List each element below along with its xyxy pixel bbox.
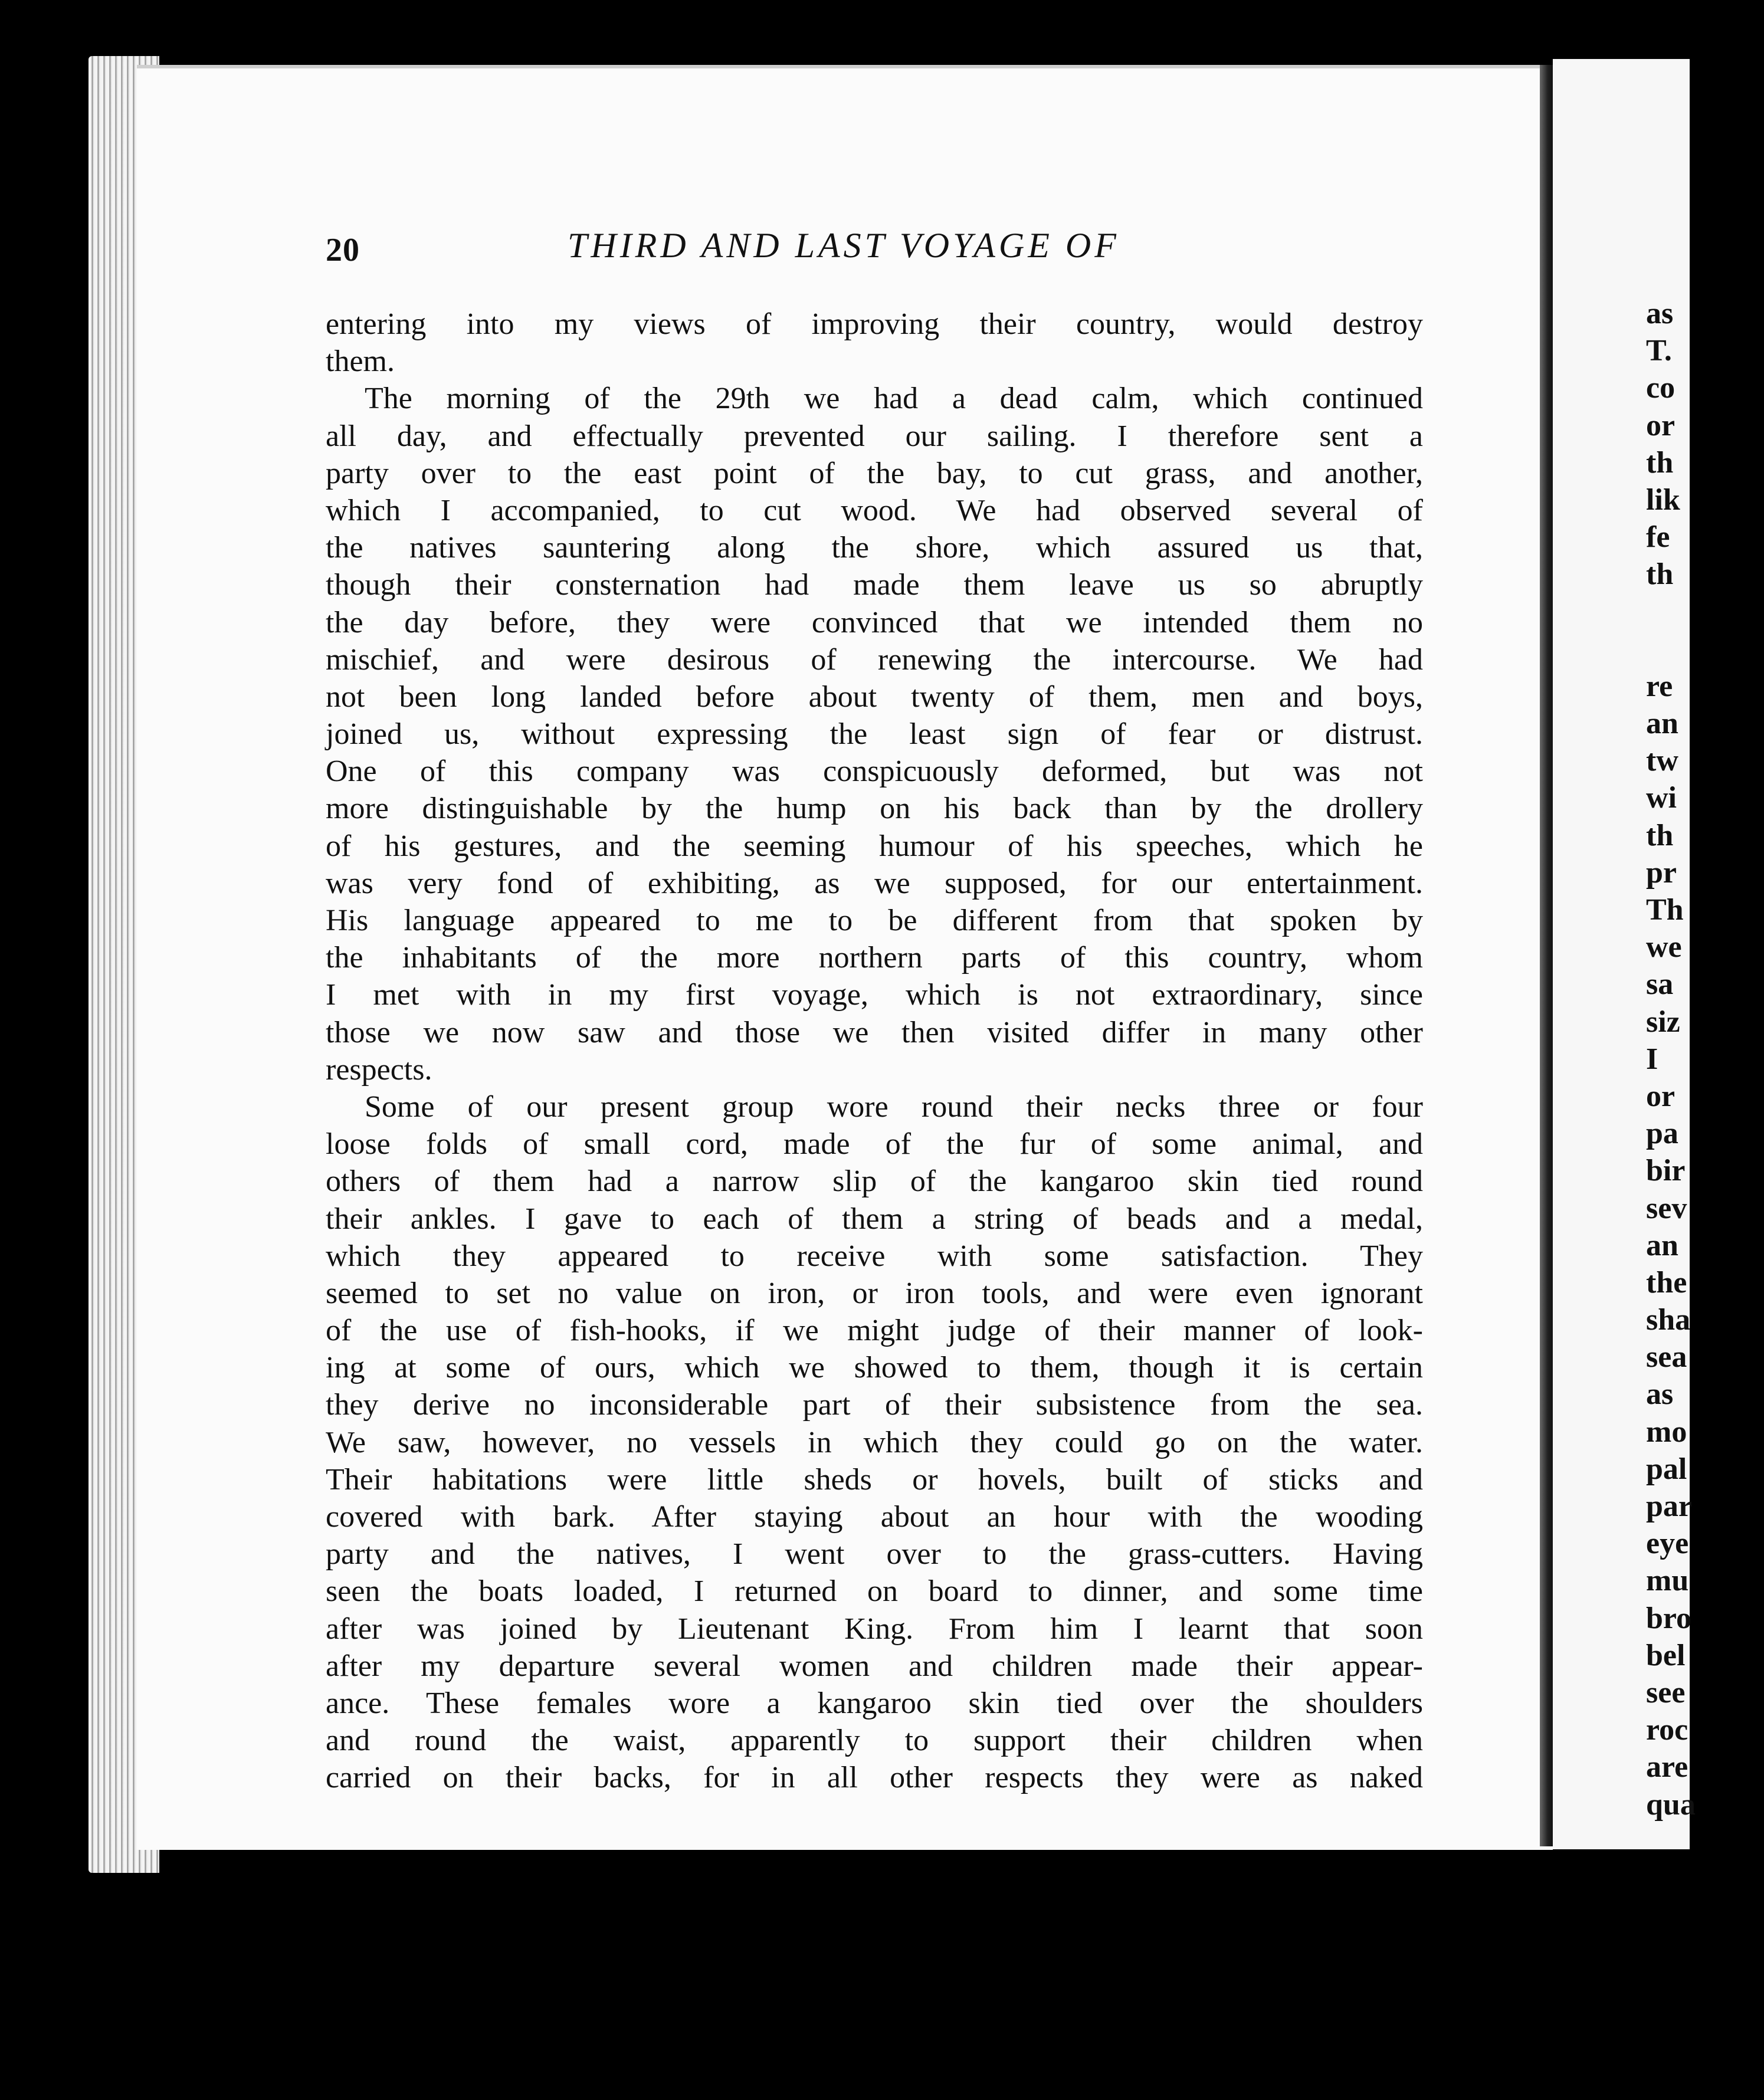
facing-page-fragment: an <box>1646 707 1678 741</box>
facing-page-fragment: mo <box>1646 1415 1687 1449</box>
facing-page-fragment <box>1646 593 1764 668</box>
running-title: THIRD AND LAST VOYAGE OF <box>568 226 1120 265</box>
facing-page-fragment: roc <box>1646 1713 1688 1747</box>
page-number: 20 <box>326 232 360 268</box>
text-line: respects. <box>326 1052 432 1087</box>
text-line: entering into my views of improving their country, would destroy <box>326 307 1423 341</box>
facing-page-fragment: are <box>1646 1750 1688 1784</box>
text-line: Some of our present group wore round their necks three or four <box>365 1090 1423 1124</box>
text-line: The morning of the 29th we had a dead calm, which continued <box>365 382 1423 416</box>
facing-page-fragment: bir <box>1646 1154 1686 1188</box>
book-gutter <box>1540 65 1553 1846</box>
text-line: ance. These females wore a kangaroo skin tied over the shoulders <box>326 1686 1423 1720</box>
facing-page-fragment: I <box>1646 1042 1658 1076</box>
text-line: and round the waist, apparently to support their children when <box>326 1724 1423 1758</box>
facing-page-fragment: sev <box>1646 1191 1687 1225</box>
running-head <box>326 218 1205 271</box>
text-line: carried on their backs, for in all other respects they were as naked <box>326 1761 1423 1795</box>
facing-page-fragment: Th <box>1646 893 1684 927</box>
text-line: the day before, they were convinced that we intended them no <box>326 605 1423 639</box>
facing-page-fragment: see <box>1646 1675 1686 1709</box>
text-line: was very fond of exhibiting, as we supposed, for our entertainment. <box>326 866 1423 900</box>
text-line: Their habitations were little sheds or hovels, built of sticks and <box>326 1462 1423 1497</box>
facing-page-fragment: qua <box>1646 1787 1696 1822</box>
facing-page-fragment: sa <box>1646 967 1674 1002</box>
facing-page-fragment: siz <box>1646 1005 1680 1039</box>
text-line: His language appeared to me to be different from that spoken by <box>326 904 1423 937</box>
text-line: covered with bark. After staying about an hour with the wooding <box>326 1500 1423 1534</box>
facing-page-fragment: as <box>1646 1377 1674 1412</box>
facing-page-fragment: we <box>1646 930 1682 964</box>
facing-page-fragment: th <box>1646 818 1674 852</box>
facing-page-fragment: bro <box>1646 1601 1692 1635</box>
text-line: of the use of fish-hooks, if we might judge of their manner of look- <box>326 1314 1423 1348</box>
text-line: mischief, and were desirous of renewing the intercourse. We had <box>326 642 1423 677</box>
facing-page-fragment: pr <box>1646 855 1677 890</box>
text-line: which they appeared to receive with some satisfaction. They <box>326 1239 1423 1273</box>
facing-page-fragment: fe <box>1646 520 1670 554</box>
text-line: them. <box>326 344 395 379</box>
text-line: joined us, without expressing the least sign of fear or distrust. <box>326 717 1423 752</box>
facing-page-fragment: the <box>1646 1265 1687 1300</box>
text-line: the natives sauntering along the shore, which assured us that, <box>326 531 1423 565</box>
text-line: others of them had a narrow slip of the kangaroo skin tied round <box>326 1164 1423 1199</box>
text-line: their ankles. I gave to each of them a string of beads and a medal, <box>326 1202 1423 1236</box>
facing-page-fragment: co <box>1646 371 1676 405</box>
text-line: ing at some of ours, which we showed to them, though it is certain <box>326 1351 1423 1385</box>
facing-page-fragment: par <box>1646 1489 1692 1524</box>
facing-page-fragment: wi <box>1646 781 1677 815</box>
text-line: they derive no inconsiderable part of their subsistence from the sea. <box>326 1388 1423 1422</box>
facing-page-fragment: mu <box>1646 1564 1689 1598</box>
facing-page-fragment: pal <box>1646 1452 1687 1486</box>
facing-page-text-fragments <box>1646 295 1764 1823</box>
facing-page-fragment: as <box>1646 297 1674 330</box>
text-line: all day, and effectually prevented our sailing. I therefore sent a <box>326 419 1423 453</box>
facing-page-fragment: bel <box>1646 1638 1686 1672</box>
facing-page-fragment: tw <box>1646 744 1678 778</box>
text-line: One of this company was conspicuously deformed, but was not <box>326 754 1423 789</box>
text-line: though their consternation had made them leave us so abruptly <box>326 568 1423 602</box>
facing-page-fragment: or <box>1646 1079 1676 1113</box>
text-line: I met with in my first voyage, which is not extraordinary, since <box>326 978 1423 1012</box>
text-line: more distinguishable by the hump on his back than by the drollery <box>326 792 1423 826</box>
facing-page-fragment: sea <box>1646 1340 1687 1374</box>
text-line: We saw, however, no vessels in which they could go on the water. <box>326 1425 1423 1459</box>
text-line: not been long landed before about twenty of them, men and boys, <box>326 680 1423 714</box>
facing-page-fragment: sha <box>1646 1303 1691 1337</box>
text-line: of his gestures, and the seeming humour of his speeches, which he <box>326 829 1423 863</box>
facing-page-fragment: pa <box>1646 1117 1678 1151</box>
text-line: seemed to set no value on iron, or iron tools, and were even ignorant <box>326 1276 1423 1310</box>
body-text <box>326 306 1423 1797</box>
text-line: party and the natives, I went over to the grass-cutters. Having <box>326 1537 1423 1571</box>
facing-page-fragment: re <box>1646 669 1673 703</box>
facing-page-fragment: T. <box>1646 334 1672 368</box>
text-line: after my departure several women and children made their appear- <box>326 1649 1423 1683</box>
facing-page-fragment: th <box>1646 445 1674 480</box>
text-line: those we now saw and those we then visited differ in many other <box>326 1015 1423 1049</box>
facing-page-fragment: th <box>1646 557 1674 592</box>
facing-page-fragment: eye <box>1646 1527 1689 1561</box>
text-line: party over to the east point of the bay, to cut grass, and another, <box>326 456 1423 490</box>
text-line: which I accompanied, to cut wood. We had observed several of <box>326 493 1423 527</box>
facing-page-fragment: an <box>1646 1228 1678 1262</box>
text-line: loose folds of small cord, made of the fur of some animal, and <box>326 1127 1423 1161</box>
facing-page-fragment: lik <box>1646 483 1680 517</box>
text-line: seen the boats loaded, I returned on board to dinner, and some time <box>326 1574 1423 1609</box>
text-line: the inhabitants of the more northern parts of this country, whom <box>326 941 1423 975</box>
facing-page-fragment: or <box>1646 408 1676 442</box>
text-line: after was joined by Lieutenant King. From him I learnt that soon <box>326 1612 1423 1646</box>
